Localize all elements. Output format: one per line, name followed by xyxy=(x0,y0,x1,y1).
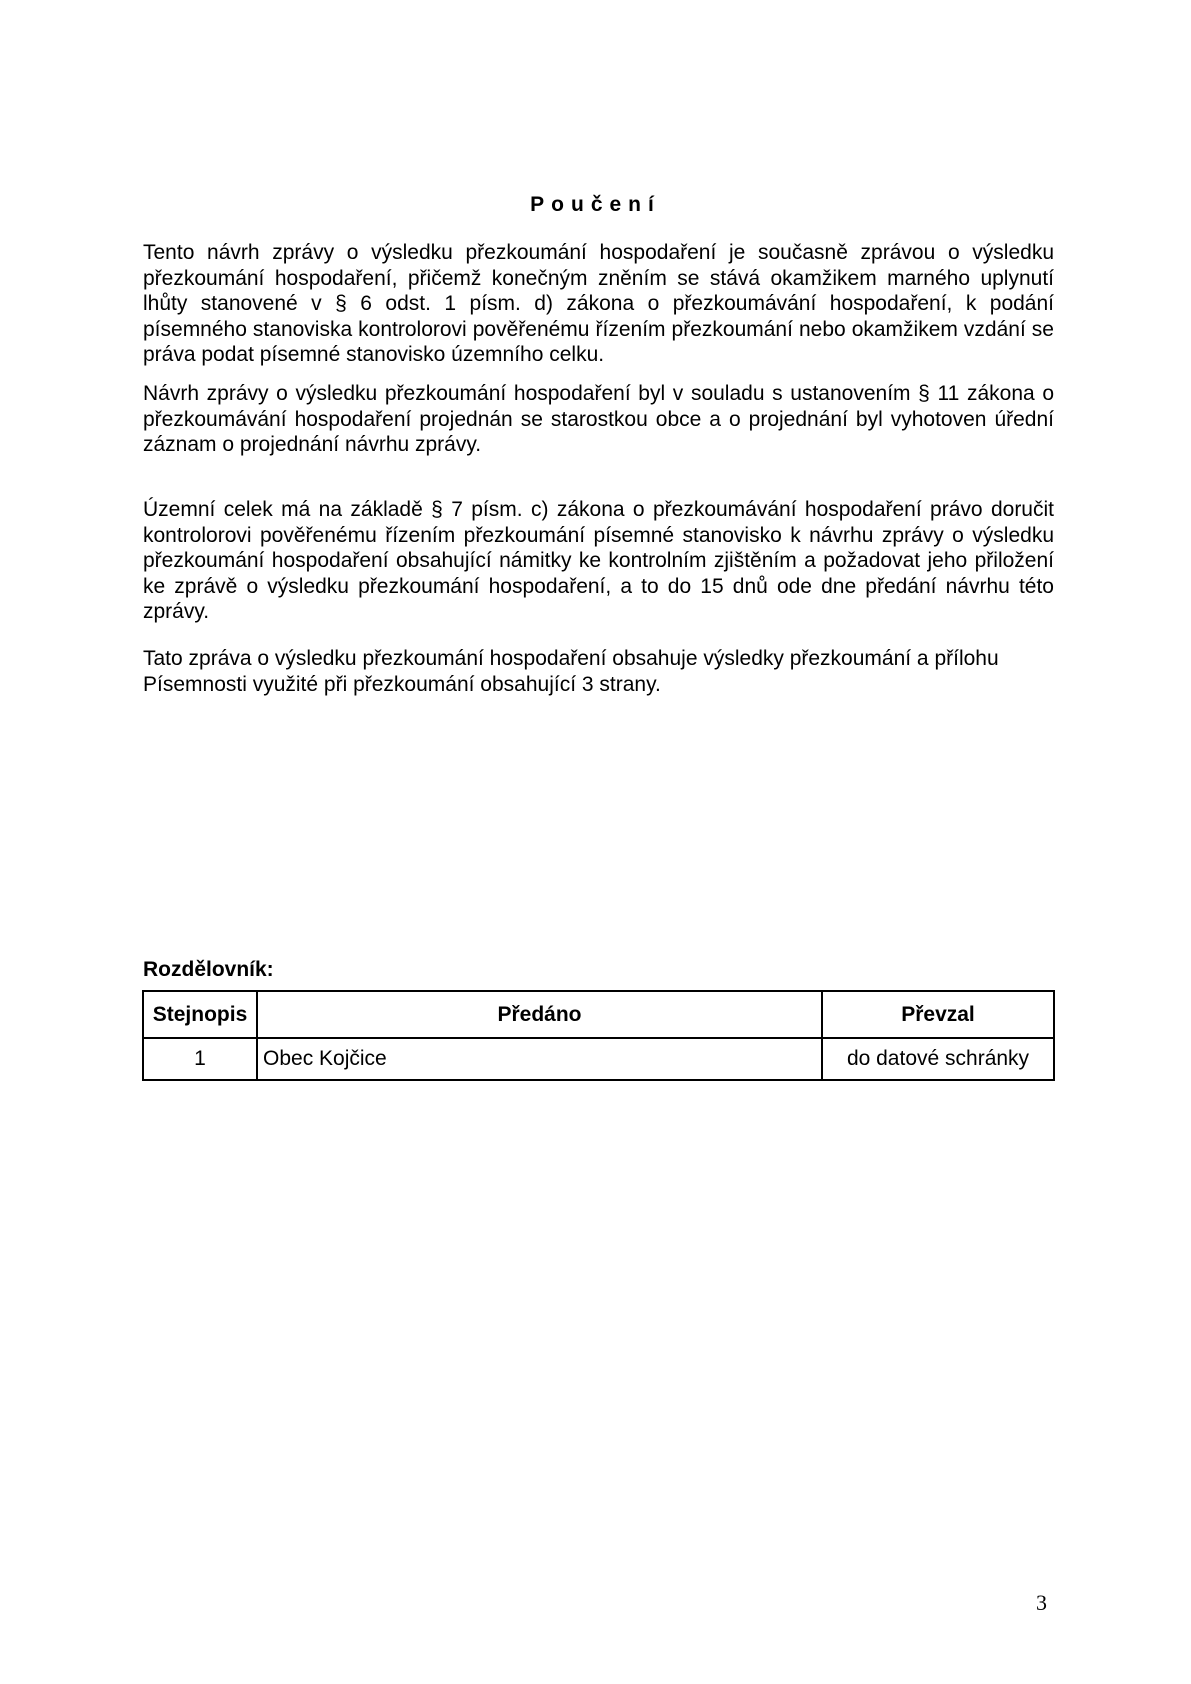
cell-copy-number: 1 xyxy=(143,1038,257,1080)
column-header-handed-over: Předáno xyxy=(257,991,822,1038)
page-title: Poučení xyxy=(530,193,661,216)
cell-recipient: Obec Kojčice xyxy=(257,1038,822,1080)
table-header-row xyxy=(143,991,1054,1038)
page-number: 3 xyxy=(1036,1590,1047,1615)
paragraph-1: Tento návrh zprávy o výsledku přezkoumání hospodaření je současně zprávou o výsledku přezkoumání hospodaření, přičemž konečným zněním se stává okamžikem marného uplynutí lhůty stanovené v § 6 odst. 1 písm. d) zákona o přezkoumávání hospodaření, k podání písemného stanoviska kontrolorovi pověřenému řízením přezkoumání nebo okamžikem vzdání se práva podat písemné stanovisko územního celku. xyxy=(143,241,1054,366)
distribution-heading: Rozdělovník: xyxy=(143,958,274,981)
cell-received-via: do datové schránky xyxy=(822,1038,1054,1080)
distribution-table xyxy=(142,990,1055,1081)
column-header-received: Převzal xyxy=(822,991,1054,1038)
column-header-copy: Stejnopis xyxy=(143,991,257,1038)
table-row xyxy=(143,1038,1054,1080)
paragraph-4: Tato zpráva o výsledku přezkoumání hospodaření obsahuje výsledky přezkoumání a přílohu Písemnosti využité při přezkoumání obsahující 3 strany. xyxy=(143,647,999,696)
paragraph-3: Územní celek má na základě § 7 písm. c) zákona o přezkoumávání hospodaření právo doručit kontrolorovi pověřenému řízením přezkoumání písemné stanovisko k návrhu zprávy o výsledku přezkoumání hospodaření obsahující námitky ke kontrolním zjištěním a požadovat jeho přiložení ke zprávě o výsledku přezkoumání hospodaření, a to do 15 dnů ode dne předání návrhu této zprávy. xyxy=(143,498,1054,623)
paragraph-2: Návrh zprávy o výsledku přezkoumání hospodaření byl v souladu s ustanovením § 11 zákona o přezkoumávání hospodaření projednán se starostkou obce a o projednání byl vyhotoven úřední záznam o projednání návrhu zprávy. xyxy=(143,382,1054,456)
